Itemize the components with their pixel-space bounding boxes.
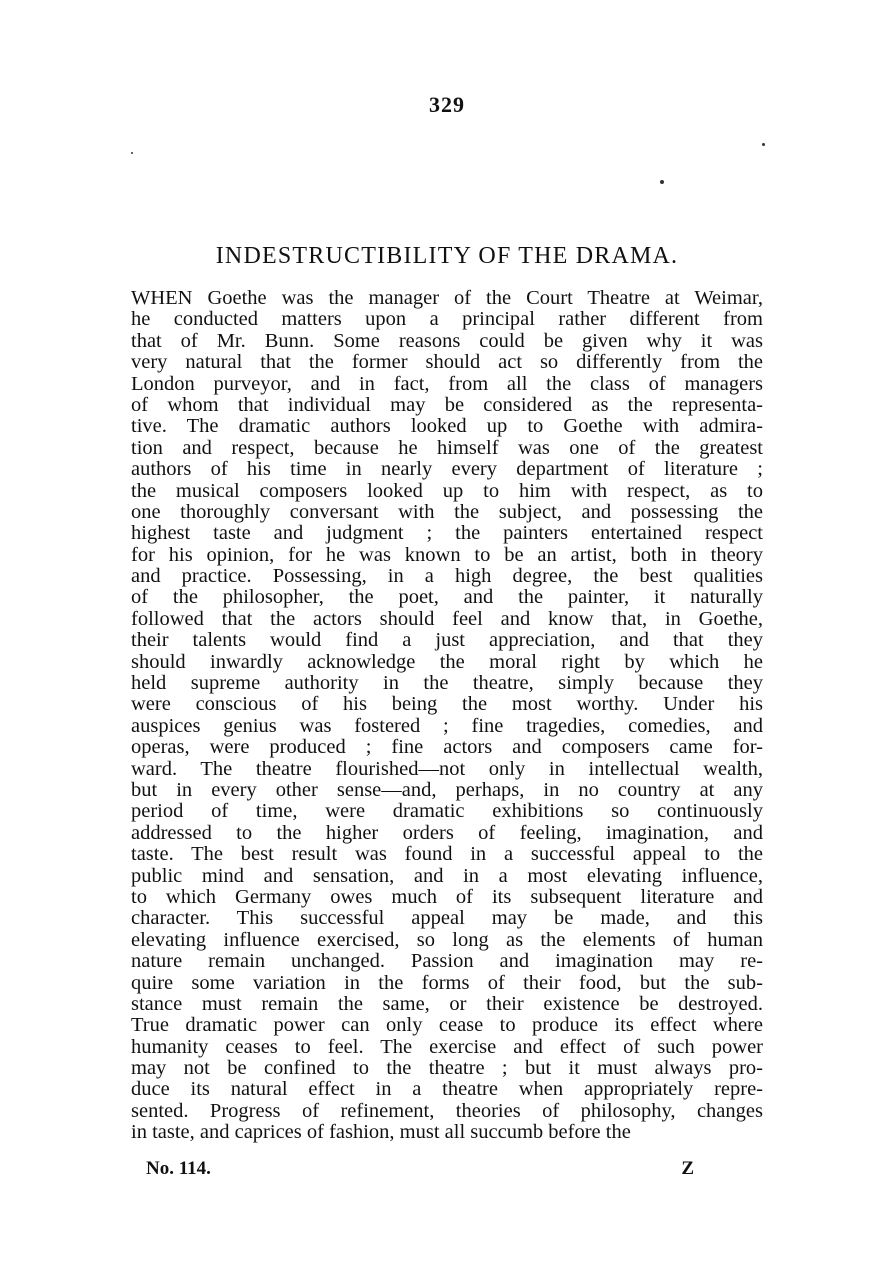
text-line: to which Germany owes much of its subsequent literature and [131, 885, 763, 908]
text-line: may not be confined to the theatre ; but it must always pro- [131, 1057, 763, 1080]
text-line: humanity ceases to feel. The exercise and effect of such power [131, 1035, 763, 1058]
text-line: duce its natural effect in a theatre when appropriately repre- [131, 1078, 763, 1101]
text-line: True dramatic power can only cease to produce its effect where [131, 1014, 763, 1037]
scan-speck [660, 180, 664, 184]
text-line: in taste, and caprices of fashion, must all succumb before the [131, 1121, 631, 1144]
text-line: London purveyor, and in fact, from all the class of managers [131, 372, 763, 395]
text-line: ward. The theatre flourished—not only in intellectual wealth, [131, 757, 763, 780]
text-line: period of time, were dramatic exhibitions so continuously [131, 800, 763, 823]
text-line: stance must remain the same, or their existence be destroyed. [131, 992, 763, 1015]
text-line: operas, were produced ; fine actors and composers came for- [131, 736, 763, 759]
text-line: tion and respect, because he himself was one of the greatest [131, 436, 763, 459]
text-line: their talents would find a just appreciation, and that they [131, 629, 763, 652]
text-line: one thoroughly conversant with the subject, and possessing the [131, 500, 763, 523]
text-line: held supreme authority in the theatre, simply because they [131, 672, 763, 695]
scan-speck [762, 143, 765, 146]
text-line: he conducted matters upon a principal rather different from [131, 308, 763, 331]
signature-mark: Z [681, 1158, 694, 1179]
text-line: should inwardly acknowledge the moral right by which he [131, 650, 763, 673]
text-line: of the philosopher, the poet, and the painter, it naturally [131, 586, 763, 609]
text-line: tive. The dramatic authors looked up to Goethe with admira- [131, 415, 763, 438]
text-line: and practice. Possessing, in a high degree, the best qualities [131, 565, 763, 588]
scan-speck [131, 152, 133, 154]
issue-number: No. 114. [146, 1158, 211, 1179]
text-line: elevating influence exercised, so long as the elements of human [131, 928, 763, 951]
text-line: highest taste and judgment ; the painters entertained respect [131, 522, 763, 545]
text-line: nature remain unchanged. Passion and imagination may re- [131, 950, 763, 973]
text-line: followed that the actors should feel and know that, in Goethe, [131, 607, 763, 630]
text-line: but in every other sense—and, perhaps, in no country at any [131, 778, 763, 801]
text-line: authors of his time in nearly every department of literature ; [131, 458, 763, 481]
text-line: addressed to the higher orders of feeling, imagination, and [131, 821, 763, 844]
text-line: WHEN Goethe was the manager of the Court Theatre at Weimar, [131, 287, 763, 309]
text-line: the musical composers looked up to him with respect, as to [131, 479, 763, 502]
page-number: 329 [429, 92, 465, 117]
text-line: sented. Progress of refinement, theories of philosophy, changes [131, 1099, 763, 1122]
text-line: very natural that the former should act so differently from the [131, 351, 763, 374]
text-line: that of Mr. Bunn. Some reasons could be given why it was [131, 329, 763, 352]
text-line: character. This successful appeal may be made, and this [131, 907, 763, 930]
text-line: were conscious of his being the most worthy. Under his [131, 693, 763, 716]
text-line: auspices genius was fostered ; fine tragedies, comedies, and [131, 714, 763, 737]
page-footer [146, 1158, 694, 1182]
text-line: quire some variation in the forms of their food, but the sub- [131, 971, 763, 994]
text-line: for his opinion, for he was known to be an artist, both in theory [131, 543, 763, 566]
text-line: of whom that individual may be considered as the representa- [131, 393, 763, 416]
text-line: public mind and sensation, and in a most elevating influence, [131, 864, 763, 887]
text-line: taste. The best result was found in a successful appeal to the [131, 843, 763, 866]
article-body [131, 288, 763, 1144]
article-title: INDESTRUCTIBILITY OF THE DRAMA. [215, 243, 679, 269]
